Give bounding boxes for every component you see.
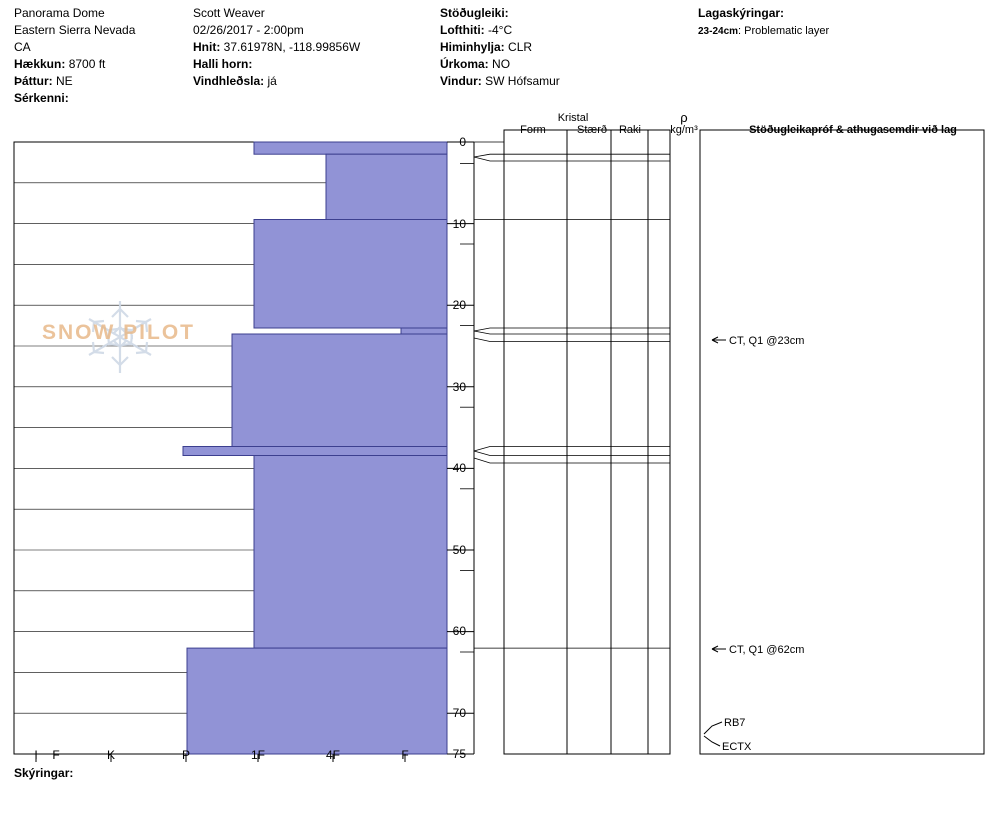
hardness-label-3: P	[181, 748, 190, 762]
watermark-text: SNOW PILOT	[42, 321, 195, 344]
coordinates-label: Hnit:	[193, 40, 221, 54]
raki-heading: Raki	[618, 124, 641, 136]
windload-label: Vindhleðsla:	[193, 74, 265, 88]
aspect-value: NE	[56, 74, 73, 88]
skyringar-label: Skýringar:	[14, 766, 74, 780]
slope-angle-row	[193, 56, 438, 73]
airtemp-value: -4°C	[488, 23, 513, 37]
elevation-value: 8700 ft	[68, 57, 106, 71]
snow-profile-plot	[0, 112, 994, 772]
sky-row	[440, 39, 695, 56]
elevation-label: Hækkun:	[14, 57, 66, 71]
region-name: Eastern Sierra Nevada	[14, 23, 136, 37]
depth-tick-30: 30	[452, 380, 466, 394]
hardness-label-5: 4F	[325, 748, 340, 762]
hardness-label-0: I	[34, 748, 38, 762]
aspect-label: Þáttur:	[14, 74, 53, 88]
observer-name: Scott Weaver	[193, 6, 265, 20]
rho-units-heading: kg/m³	[670, 124, 698, 136]
depth-tick-10: 10	[452, 217, 466, 231]
header-column-conditions	[440, 5, 695, 90]
layer-notes-label: Lagaskýringar:	[698, 6, 785, 20]
hardness-label-1: F	[52, 748, 60, 762]
stability-row	[440, 5, 695, 22]
precip-label: Úrkoma:	[440, 57, 489, 71]
aspect-row	[14, 73, 189, 90]
windload-row	[193, 73, 438, 90]
profile-svg	[0, 112, 994, 772]
precip-row	[440, 56, 695, 73]
layer-notes-heading	[698, 5, 988, 22]
depth-axis	[447, 135, 474, 761]
site-name: Panorama Dome	[14, 6, 105, 20]
airtemp-label: Lofthiti:	[440, 23, 485, 37]
special-row	[14, 90, 189, 107]
test-label-ct62: CT, Q1 @62cm	[729, 644, 805, 656]
sky-value: CLR	[508, 40, 533, 54]
staerd-heading: Stærð	[577, 124, 607, 136]
coordinates-row	[193, 39, 438, 56]
depth-tick-70: 70	[452, 706, 466, 720]
layer-connectors	[474, 142, 504, 648]
depth-tick-0: 0	[459, 135, 466, 149]
crystal-density-table	[504, 130, 670, 754]
depth-tick-40: 40	[452, 461, 466, 475]
hardness-label-6: F	[401, 748, 409, 762]
slope-angle-label: Halli horn:	[193, 57, 253, 71]
depth-tick-50: 50	[452, 543, 466, 557]
hardness-axis-labels	[0, 748, 994, 772]
wind-label: Vindur:	[440, 74, 482, 88]
layer-note-range: 23-24cm	[698, 26, 739, 37]
header-column-location	[14, 5, 189, 107]
layer-note-text: : Problematic layer	[738, 25, 830, 37]
header-column-layer-notes	[698, 5, 988, 40]
rho-heading: ρ	[680, 110, 688, 125]
kristal-heading: Kristal	[557, 112, 589, 124]
layer-note-item	[698, 22, 988, 40]
test-label-ectx: ECTX	[722, 741, 752, 753]
windload-value: já	[267, 74, 277, 88]
wind-row	[440, 73, 695, 90]
header-column-observer	[193, 5, 438, 90]
test-label-ct23: CT, Q1 @23cm	[729, 335, 805, 347]
hardness-label-4: 1F	[250, 748, 265, 762]
special-label: Sérkenni:	[14, 91, 69, 105]
elevation-row	[14, 56, 189, 73]
hardness-label-2: K	[106, 748, 115, 762]
wind-value: SW Hófsamur	[485, 74, 560, 88]
stability-test-panel	[700, 130, 984, 754]
airtemp-row	[440, 22, 695, 39]
depth-tick-75: 75	[452, 747, 466, 761]
observation-datetime: 02/26/2017 - 2:00pm	[193, 23, 304, 37]
stability-label: Stöðugleiki:	[440, 6, 509, 20]
depth-tick-60: 60	[452, 624, 466, 638]
form-heading: Form	[520, 124, 546, 136]
test-label-rb7: RB7	[724, 717, 746, 729]
pit-header	[0, 0, 994, 112]
tests-heading: Stöðugleikapróf & athugasemdir við lag	[749, 124, 957, 136]
state-name: CA	[14, 40, 31, 54]
coordinates-value: 37.61978N, -118.99856W	[223, 40, 361, 54]
sky-label: Himinhylja:	[440, 40, 505, 54]
precip-value: NO	[492, 57, 511, 71]
depth-tick-20: 20	[452, 298, 466, 312]
